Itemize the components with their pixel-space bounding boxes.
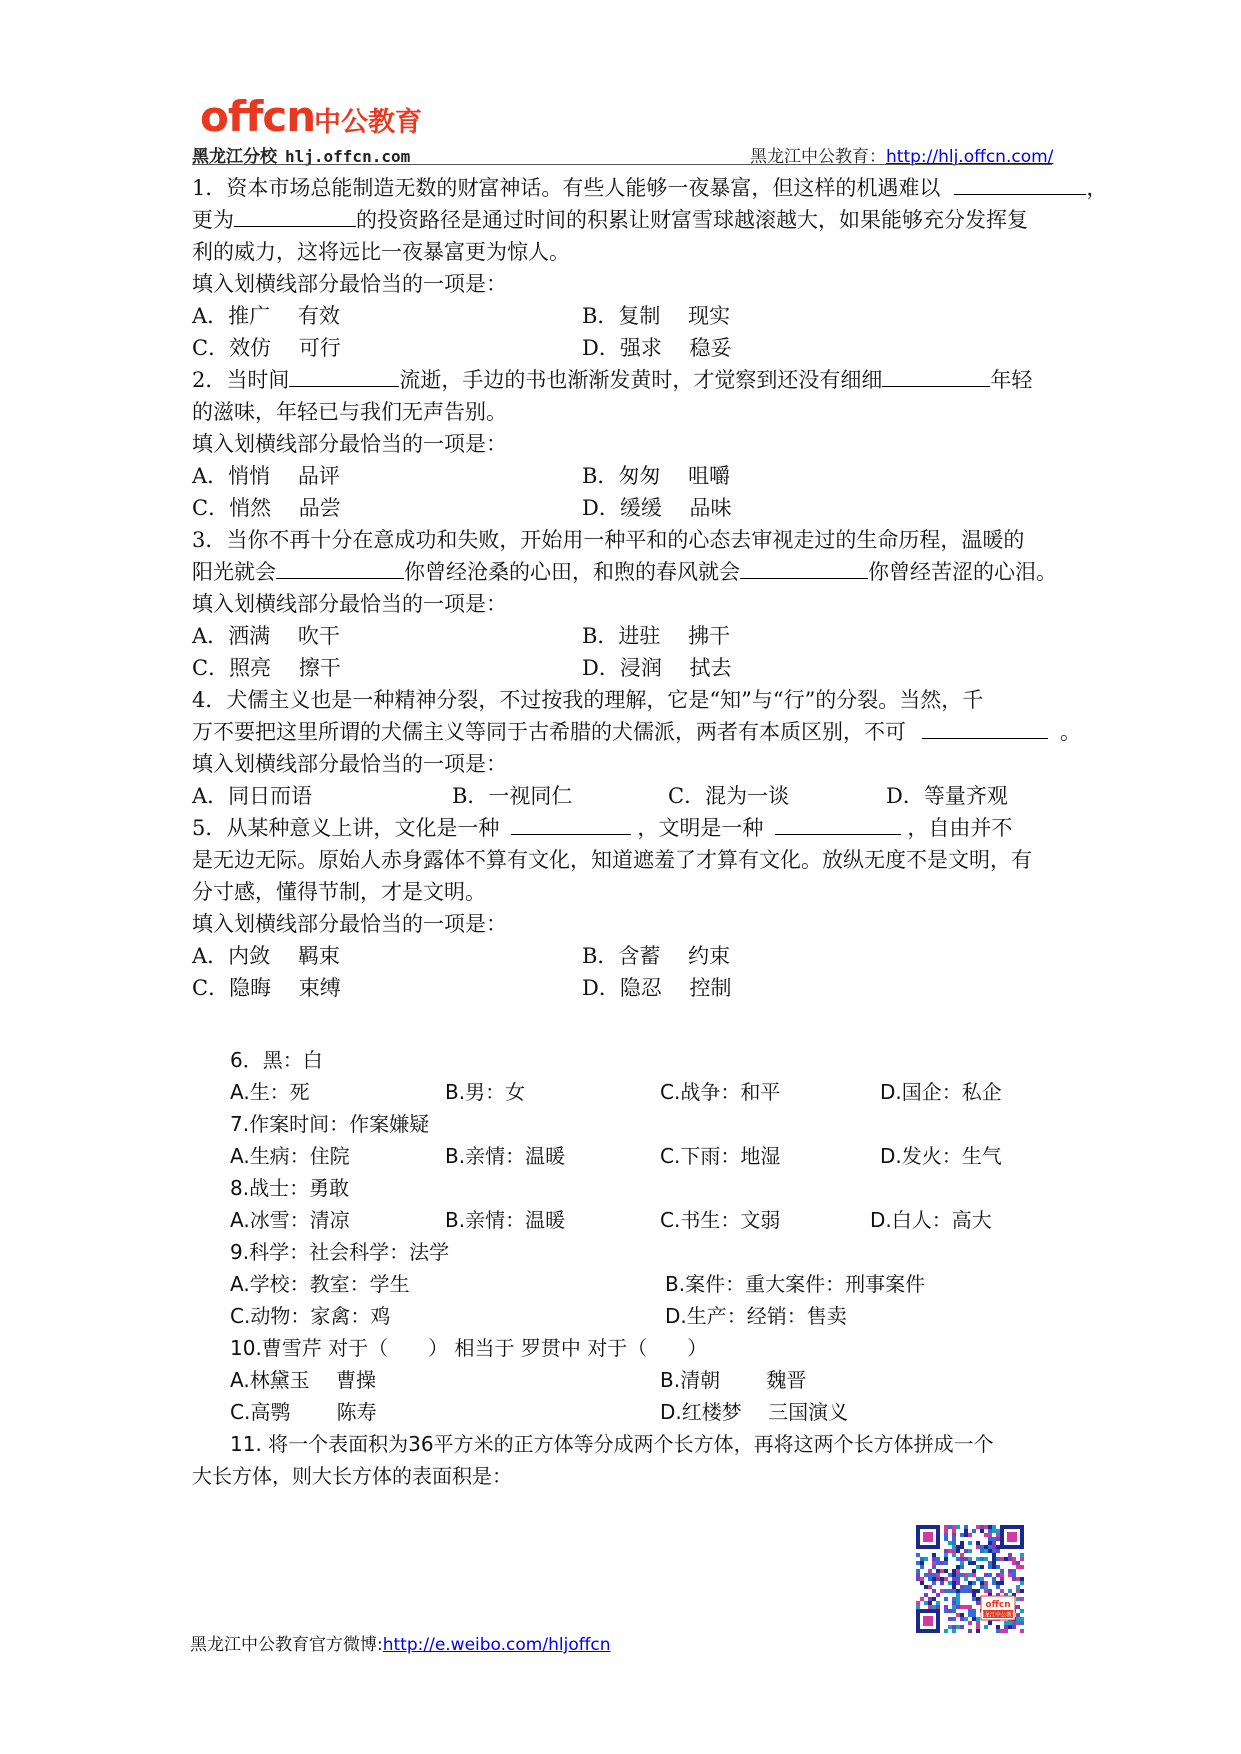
q8-option-b: B.亲情：温暖 — [445, 1208, 566, 1232]
q10-option-a: A.林黛玉 曹操 — [230, 1368, 377, 1392]
blank — [882, 368, 990, 387]
q1-option-d: D．强求 稳妥 — [582, 336, 732, 360]
q5-option-a: A．内敛 羁束 — [192, 944, 340, 968]
q7-option-b: B.亲情：温暖 — [445, 1144, 566, 1168]
q9-option-c: C.动物：家禽：鸡 — [230, 1304, 391, 1328]
q9-option-d: D.生产：经销：售卖 — [665, 1304, 847, 1328]
q4-line2: 万不要把这里所谓的犬儒主义等同于古希腊的犬儒派，两者有本质区别，不可 。 — [192, 720, 1081, 744]
q9-option-b: B.案件：重大案件：刑事案件 — [665, 1272, 926, 1296]
q1-option-b: B．复制 现实 — [582, 304, 731, 328]
q2-option-c: C．悄然 品尝 — [192, 496, 341, 520]
q1-option-a: A．推广 有效 — [192, 304, 340, 328]
blank — [922, 720, 1048, 739]
q10-option-d: D.红楼梦 三国演义 — [660, 1400, 849, 1424]
qr-badge-caption: 黑龙江中公教育 — [978, 1612, 1018, 1619]
q2-line1: 2．当时间 流逝，手边的书也渐渐发黄时，才觉察到还没有细细 年轻 — [192, 368, 1033, 392]
q3-instruction: 填入划横线部分最恰当的一项是： — [192, 592, 507, 616]
blank — [276, 560, 404, 579]
q1-option-c: C．效仿 可行 — [192, 336, 341, 360]
header-link[interactable]: http://hlj.offcn.com/ — [886, 147, 1054, 167]
blank — [234, 208, 356, 227]
q4-option-b: B．一视同仁 — [452, 784, 573, 808]
q5-line2: 是无边无际。原始人赤身露体不算有文化，知道遮羞了才算有文化。放纵无度不是文明，有 — [192, 848, 1032, 872]
q6-option-a: A.生：死 — [230, 1080, 310, 1104]
q9-stem: 9.科学：社会科学：法学 — [230, 1240, 450, 1264]
q2-option-b: B．匆匆 咀嚼 — [582, 464, 731, 488]
q5-option-c: C．隐晦 束缚 — [192, 976, 341, 1000]
q3-option-a: A．洒满 吹干 — [192, 624, 340, 648]
qr-code — [913, 1522, 1027, 1636]
q10-option-b: B.清朝 魏晋 — [660, 1368, 807, 1392]
qr-badge-text: offcn — [985, 1600, 1011, 1610]
q6-option-d: D.国企：私企 — [880, 1080, 1002, 1104]
q7-stem: 7.作案时间：作案嫌疑 — [230, 1112, 430, 1136]
q8-stem: 8.战士：勇敢 — [230, 1176, 350, 1200]
q1-line2: 更为 的投资路径是通过时间的积累让财富雪球越滚越大，如果能够充分发挥复 — [192, 208, 1028, 232]
q6-option-c: C.战争：和平 — [660, 1080, 781, 1104]
q8-option-d: D.白人：高大 — [870, 1208, 992, 1232]
q2-option-a: A．悄悄 品评 — [192, 464, 340, 488]
offcn-logo — [192, 92, 460, 167]
q3-option-b: B．进驻 拂干 — [582, 624, 731, 648]
blank — [954, 176, 1086, 195]
blank — [740, 560, 868, 579]
blank — [511, 816, 631, 835]
footer-weibo-link[interactable]: http://e.weibo.com/hljoffcn — [382, 1635, 611, 1655]
q11-line1: 11. 将一个表面积为36平方米的正方体等分成两个长方体，再将这两个长方体拼成一个 — [230, 1432, 994, 1456]
q8-option-a: A.冰雪：清凉 — [230, 1208, 350, 1232]
q4-option-c: C．混为一谈 — [668, 784, 790, 808]
logo-subtitle: 黑龙江分校 hlj.offcn.com — [192, 147, 411, 167]
q4-instruction: 填入划横线部分最恰当的一项是： — [192, 752, 507, 776]
q4-option-a: A．同日而语 — [192, 784, 313, 808]
footer — [190, 1630, 611, 1655]
q3-option-d: D．浸润 拭去 — [582, 656, 732, 680]
q5-line1: 5．从某种意义上讲，文化是一种 ，文明是一种 ，自由并不 — [192, 816, 1013, 840]
q2-line2: 的滋味，年轻已与我们无声告别。 — [192, 400, 507, 424]
logo-wordmark: offcn — [200, 92, 316, 141]
q7-option-a: A.生病：住院 — [230, 1144, 350, 1168]
footer-label: 黑龙江中公教育官方微博: — [190, 1635, 383, 1655]
q6-stem: 6．黑：白 — [230, 1048, 323, 1072]
q5-option-d: D．隐忍 控制 — [582, 976, 732, 1000]
q2-instruction: 填入划横线部分最恰当的一项是： — [192, 432, 507, 456]
q4-option-d: D．等量齐观 — [886, 784, 1008, 808]
q1-instruction: 填入划横线部分最恰当的一项是： — [192, 272, 507, 296]
blank — [289, 368, 399, 387]
q1-line1: 1．资本市场总能制造无数的财富神话。有些人能够一夜暴富，但这样的机遇难以 ， — [192, 176, 1108, 200]
q7-option-d: D.发火：生气 — [880, 1144, 1002, 1168]
q3-line1: 3．当你不再十分在意成功和失败，开始用一种平和的心态去审视走过的生命历程，温暖的 — [192, 528, 1025, 552]
q3-line2: 阳光就会 你曾经沧桑的心田，和煦的春风就会 你曾经苦涩的心泪。 — [192, 560, 1057, 584]
q9-option-a: A.学校：教室：学生 — [230, 1272, 410, 1296]
q11-line2: 大长方体，则大长方体的表面积是： — [192, 1464, 512, 1488]
q5-line3: 分寸感，懂得节制，才是文明。 — [192, 880, 486, 904]
q6-option-b: B.男：女 — [445, 1080, 526, 1104]
q5-option-b: B．含蓄 约束 — [582, 944, 731, 968]
q3-option-c: C．照亮 擦干 — [192, 656, 341, 680]
q10-stem: 10.曹雪芹 对于（ ） 相当于 罗贯中 对于（ ） — [230, 1336, 708, 1360]
blank — [775, 816, 901, 835]
q2-option-d: D．缓缓 品味 — [582, 496, 732, 520]
q7-option-c: C.下雨：地湿 — [660, 1144, 781, 1168]
q5-instruction: 填入划横线部分最恰当的一项是： — [192, 912, 507, 936]
q4-line1: 4．犬儒主义也是一种精神分裂，不过按我的理解，它是“知”与“行”的分裂。当然，千 — [192, 688, 984, 712]
qr-code-graphic — [913, 1522, 1027, 1636]
header-label: 黑龙江中公教育： — [750, 147, 886, 167]
q10-option-c: C.高鹗 陈寿 — [230, 1400, 377, 1424]
logo-chinese: 中公教育 — [314, 107, 422, 138]
header-divider — [192, 164, 1052, 165]
q8-option-c: C.书生：文弱 — [660, 1208, 781, 1232]
q1-line3: 利的威力，这将远比一夜暴富更为惊人。 — [192, 240, 570, 264]
